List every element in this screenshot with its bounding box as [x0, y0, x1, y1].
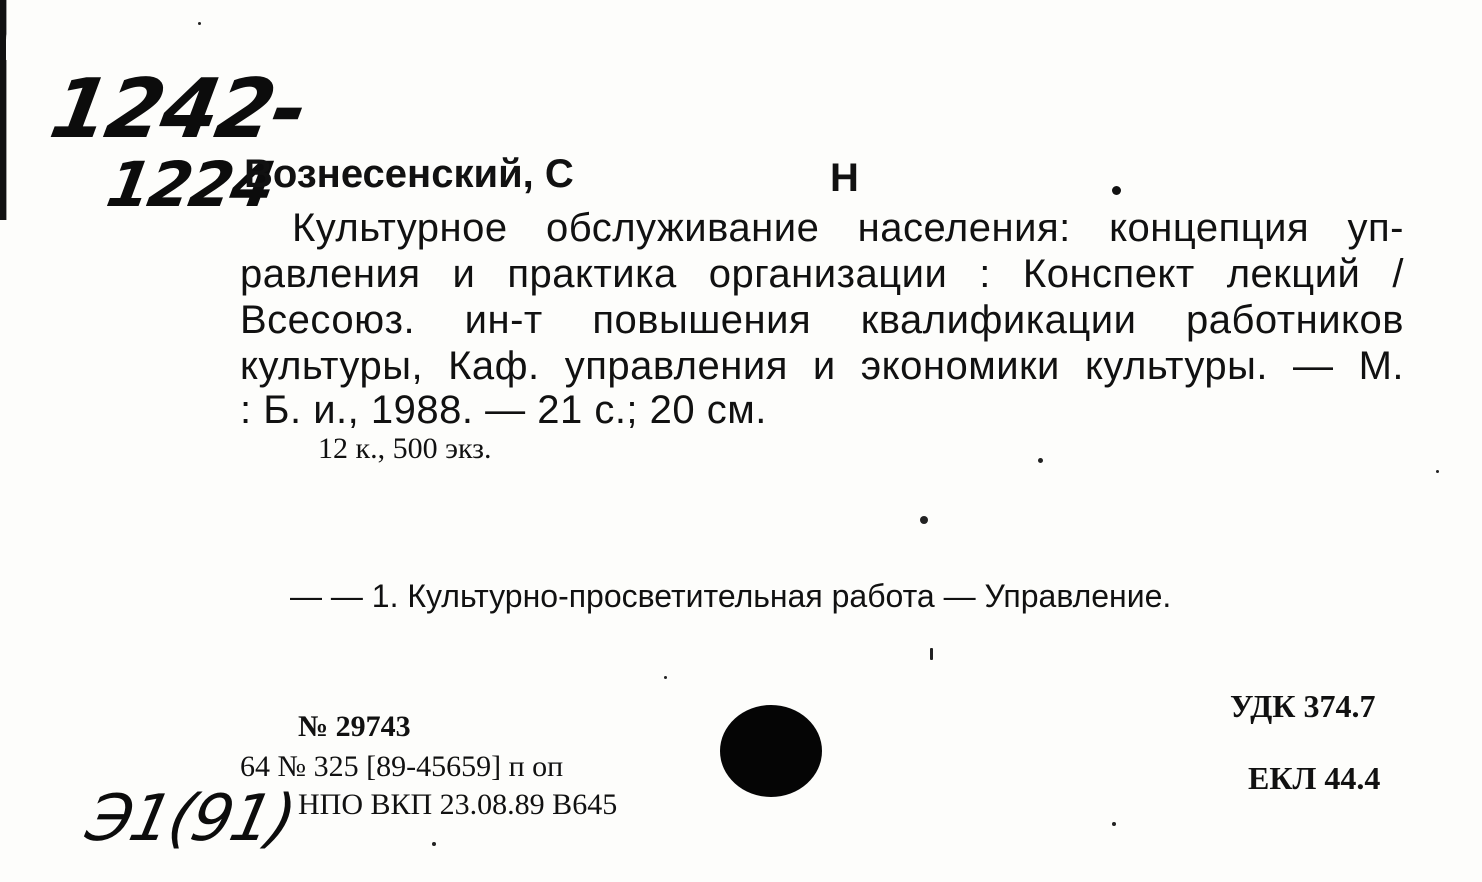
handwritten-call-number-bottom: 1224 [101, 148, 279, 221]
ink-speck [1436, 470, 1439, 473]
ink-speck [432, 842, 436, 846]
price-circulation: 12 к., 500 экз. [318, 432, 492, 465]
description-line-5: : Б. и., 1988. — 21 с.; 20 см. [240, 388, 767, 432]
description-line-4: культуры, Каф. управления и экономики культуры. — М. [240, 344, 1404, 388]
author-initial: Н [830, 156, 859, 200]
description-line-3: Всесоюз. ин-т повышения квалификации работников [240, 298, 1404, 342]
ink-speck [664, 676, 667, 679]
ink-speck [920, 516, 928, 524]
npo-line: НПО ВКП 23.08.89 В645 [298, 788, 618, 821]
ekl-code: ЕКЛ 44.4 [1248, 760, 1381, 796]
ink-speck [1038, 458, 1043, 463]
initial-dot [1112, 186, 1121, 195]
registration-number: № 29743 [298, 710, 411, 743]
ink-speck [930, 648, 933, 660]
order-line: 64 № 325 [89-45659] п оп [240, 750, 564, 783]
author-name: Вознесенский, С [244, 152, 574, 196]
udk-code: УДК 374.7 [1230, 688, 1376, 724]
description-line-2: равления и практика организации : Конспект лекций / [240, 252, 1404, 296]
ink-speck [198, 22, 201, 25]
handwritten-bottom-note: Э1(91) [80, 782, 301, 856]
description-line-1: Культурное обслуживание населения: концепция уп- [292, 206, 1404, 250]
handwritten-call-number-top: 1242- [43, 62, 313, 157]
subject-heading: — — 1. Культурно-просветительная работа — Управление. [290, 578, 1172, 614]
punch-hole [720, 705, 822, 797]
ink-speck [1112, 822, 1116, 826]
